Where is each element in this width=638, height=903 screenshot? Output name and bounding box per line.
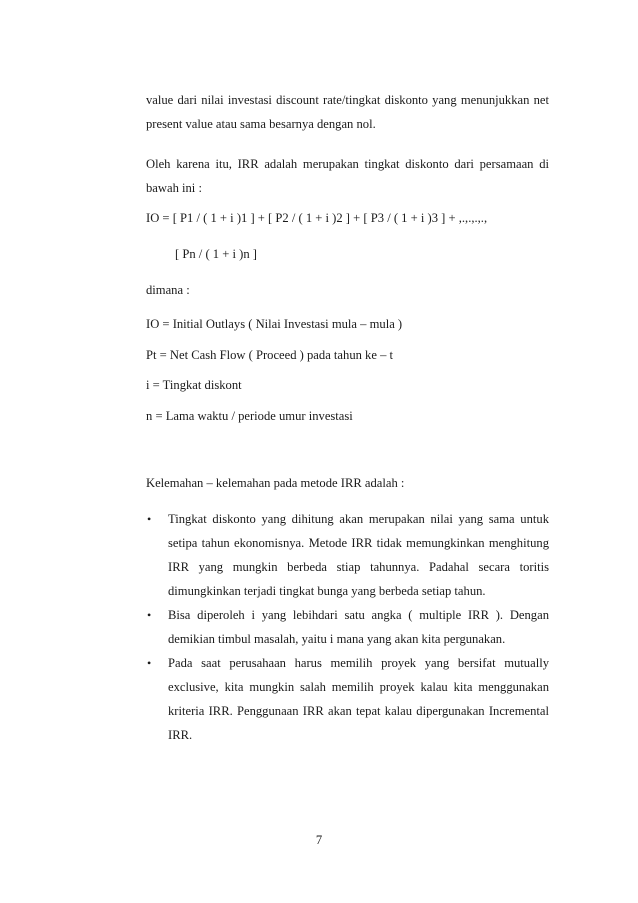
list-item	[146, 507, 549, 603]
paragraph-intro: value dari nilai investasi discount rate/tingkat diskonto yang menunjukkan net present value atau sama besarnya dengan nol.	[146, 93, 549, 131]
formula-line-1: IO = [ P1 / ( 1 + i )1 ] + [ P2 / ( 1 + i )2 ] + [ P3 / ( 1 + i )3 ] + ,.,.,.,.,	[146, 211, 488, 225]
page-number: 7	[315, 833, 323, 847]
list-item-text: Bisa diperoleh i yang lebihdari satu angka ( multiple IRR ). Dengan demikian timbul masalah, yaitu i mana yang akan kita pergunakan.	[168, 608, 549, 646]
list-item	[146, 603, 549, 651]
kelemahan-heading: Kelemahan – kelemahan pada metode IRR adalah :	[146, 476, 405, 490]
bullet-icon: •	[147, 512, 152, 526]
definition-i: i = Tingkat diskont	[146, 378, 242, 392]
bullet-icon: •	[147, 656, 152, 670]
list-item	[146, 651, 549, 747]
kelemahan-list	[146, 507, 549, 747]
definition-io: IO = Initial Outlays ( Nilai Investasi mula – mula )	[146, 317, 403, 331]
definition-pt: Pt = Net Cash Flow ( Proceed ) pada tahun ke – t	[146, 348, 394, 362]
definition-n: n = Lama waktu / periode umur investasi	[146, 409, 353, 423]
formula-line-2: [ Pn / ( 1 + i )n ]	[175, 247, 257, 261]
list-item-text: Tingkat diskonto yang dihitung akan merupakan nilai yang sama untuk setipa tahun ekonomisnya. Metode IRR tidak memungkinkan menghitung IRR yang mungkin berbeda stiap tahunnya. Padahal secara toritis dimungkinkan terjadi tingkat bunga yang berbeda setiap tahun.	[168, 512, 549, 598]
paragraph-irr-definition: Oleh karena itu, IRR adalah merupakan tingkat diskonto dari persamaan di bawah ini :	[146, 157, 549, 195]
dimana-label: dimana :	[146, 283, 190, 297]
list-item-text: Pada saat perusahaan harus memilih proyek yang bersifat mutually exclusive, kita mungkin salah memilih proyek kalau kita menggunakan kriteria IRR. Penggunaan IRR akan tepat kalau dipergunakan Incremental IRR.	[168, 656, 549, 742]
bullet-icon: •	[147, 608, 152, 622]
